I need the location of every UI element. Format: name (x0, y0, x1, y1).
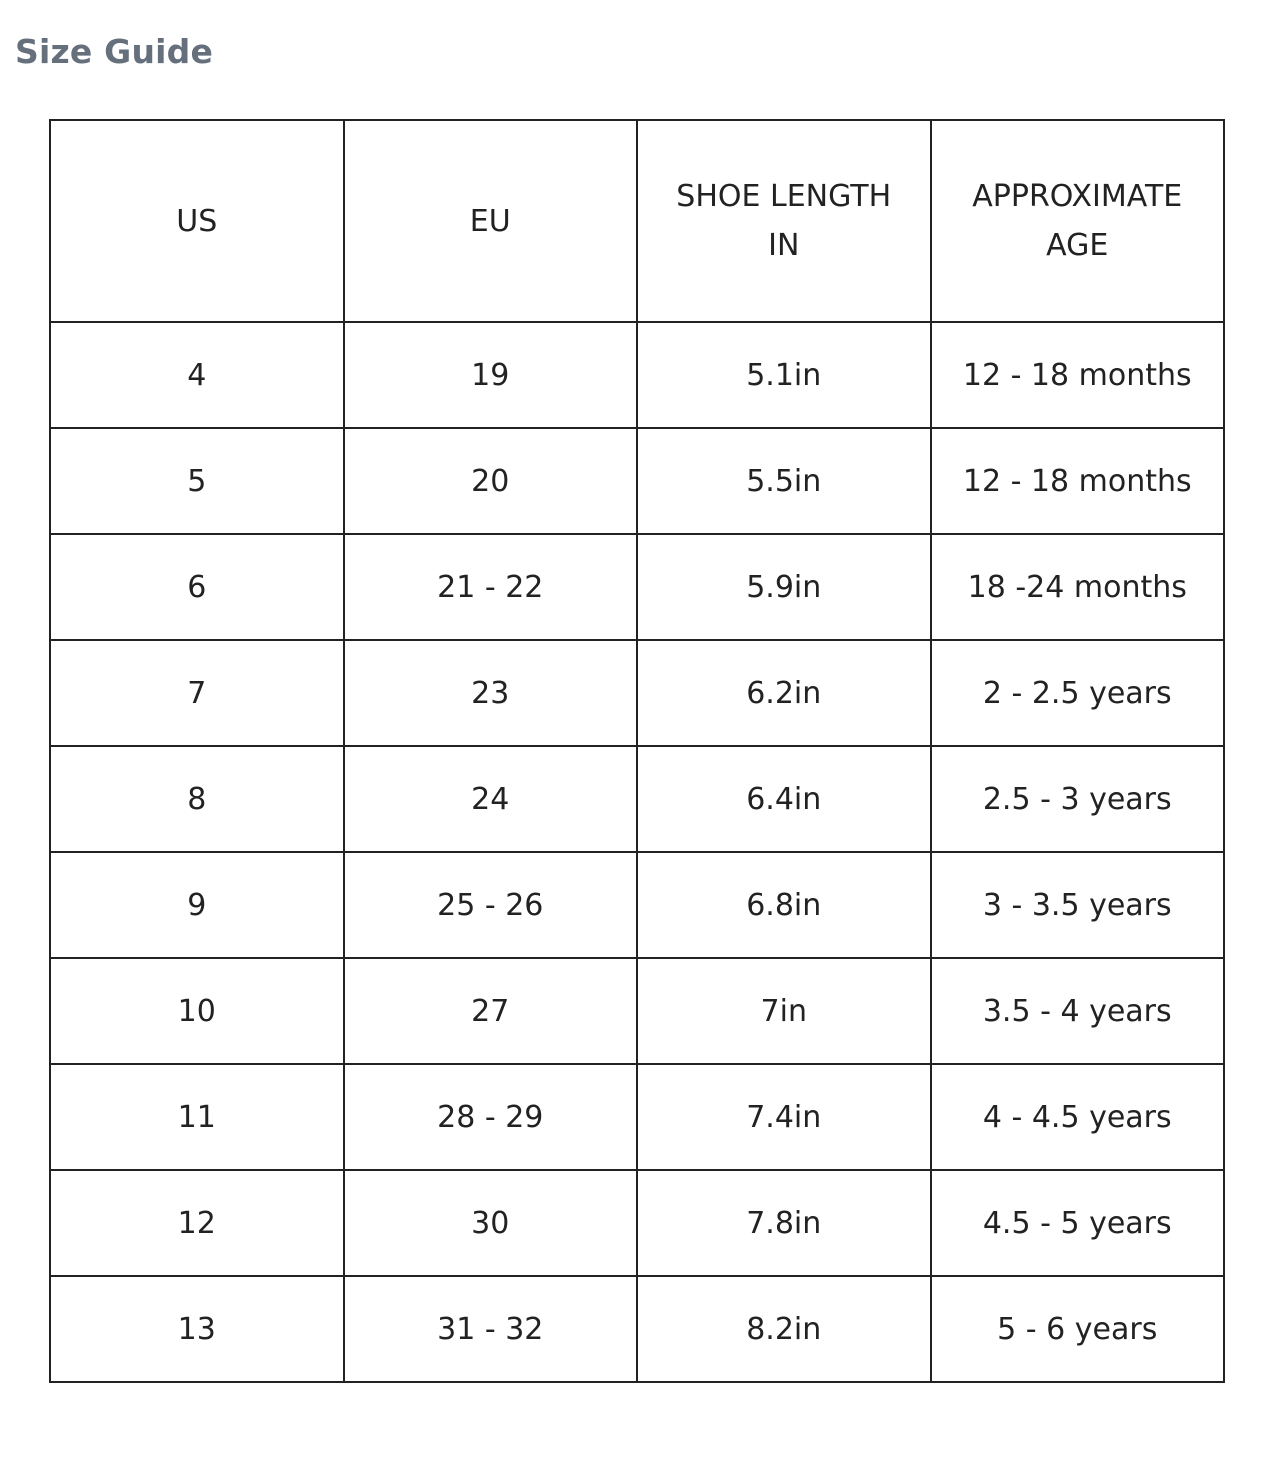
column-header-eu: EU (344, 120, 638, 322)
table-body (50, 322, 1224, 1382)
cell-us: 7 (50, 640, 344, 746)
cell-us: 8 (50, 746, 344, 852)
cell-shoe-length: 5.5in (637, 428, 931, 534)
page-title: Size Guide (15, 32, 214, 71)
cell-approximate-age: 4 - 4.5 years (931, 1064, 1225, 1170)
column-header-shoe-length: SHOE LENGTH IN (637, 120, 931, 322)
cell-approximate-age: 12 - 18 months (931, 428, 1225, 534)
table-header-row (50, 120, 1224, 322)
cell-us: 13 (50, 1276, 344, 1382)
cell-us: 5 (50, 428, 344, 534)
cell-eu: 20 (344, 428, 638, 534)
cell-us: 9 (50, 852, 344, 958)
cell-approximate-age: 2 - 2.5 years (931, 640, 1225, 746)
table-row (50, 640, 1224, 746)
cell-eu: 23 (344, 640, 638, 746)
cell-approximate-age: 5 - 6 years (931, 1276, 1225, 1382)
column-header-approximate-age: APPROXIMATE AGE (931, 120, 1225, 322)
cell-eu: 31 - 32 (344, 1276, 638, 1382)
cell-us: 10 (50, 958, 344, 1064)
table-row (50, 958, 1224, 1064)
column-header-us: US (50, 120, 344, 322)
cell-shoe-length: 7.4in (637, 1064, 931, 1170)
cell-shoe-length: 5.9in (637, 534, 931, 640)
cell-eu: 30 (344, 1170, 638, 1276)
cell-shoe-length: 7.8in (637, 1170, 931, 1276)
cell-approximate-age: 18 -24 months (931, 534, 1225, 640)
table-row (50, 1276, 1224, 1382)
cell-approximate-age: 12 - 18 months (931, 322, 1225, 428)
cell-us: 11 (50, 1064, 344, 1170)
cell-eu: 28 - 29 (344, 1064, 638, 1170)
table-row (50, 1064, 1224, 1170)
table-header (50, 120, 1224, 322)
cell-shoe-length: 5.1in (637, 322, 931, 428)
cell-us: 4 (50, 322, 344, 428)
cell-eu: 25 - 26 (344, 852, 638, 958)
cell-approximate-age: 4.5 - 5 years (931, 1170, 1225, 1276)
cell-eu: 19 (344, 322, 638, 428)
table-row (50, 428, 1224, 534)
cell-approximate-age: 2.5 - 3 years (931, 746, 1225, 852)
size-guide-table (49, 119, 1225, 1383)
table-row (50, 1170, 1224, 1276)
cell-eu: 21 - 22 (344, 534, 638, 640)
table-row (50, 852, 1224, 958)
cell-shoe-length: 6.2in (637, 640, 931, 746)
table-row (50, 746, 1224, 852)
table-row (50, 534, 1224, 640)
cell-eu: 27 (344, 958, 638, 1064)
cell-shoe-length: 6.4in (637, 746, 931, 852)
table-row (50, 322, 1224, 428)
cell-approximate-age: 3.5 - 4 years (931, 958, 1225, 1064)
cell-shoe-length: 8.2in (637, 1276, 931, 1382)
cell-us: 6 (50, 534, 344, 640)
cell-shoe-length: 6.8in (637, 852, 931, 958)
cell-us: 12 (50, 1170, 344, 1276)
cell-approximate-age: 3 - 3.5 years (931, 852, 1225, 958)
cell-eu: 24 (344, 746, 638, 852)
cell-shoe-length: 7in (637, 958, 931, 1064)
